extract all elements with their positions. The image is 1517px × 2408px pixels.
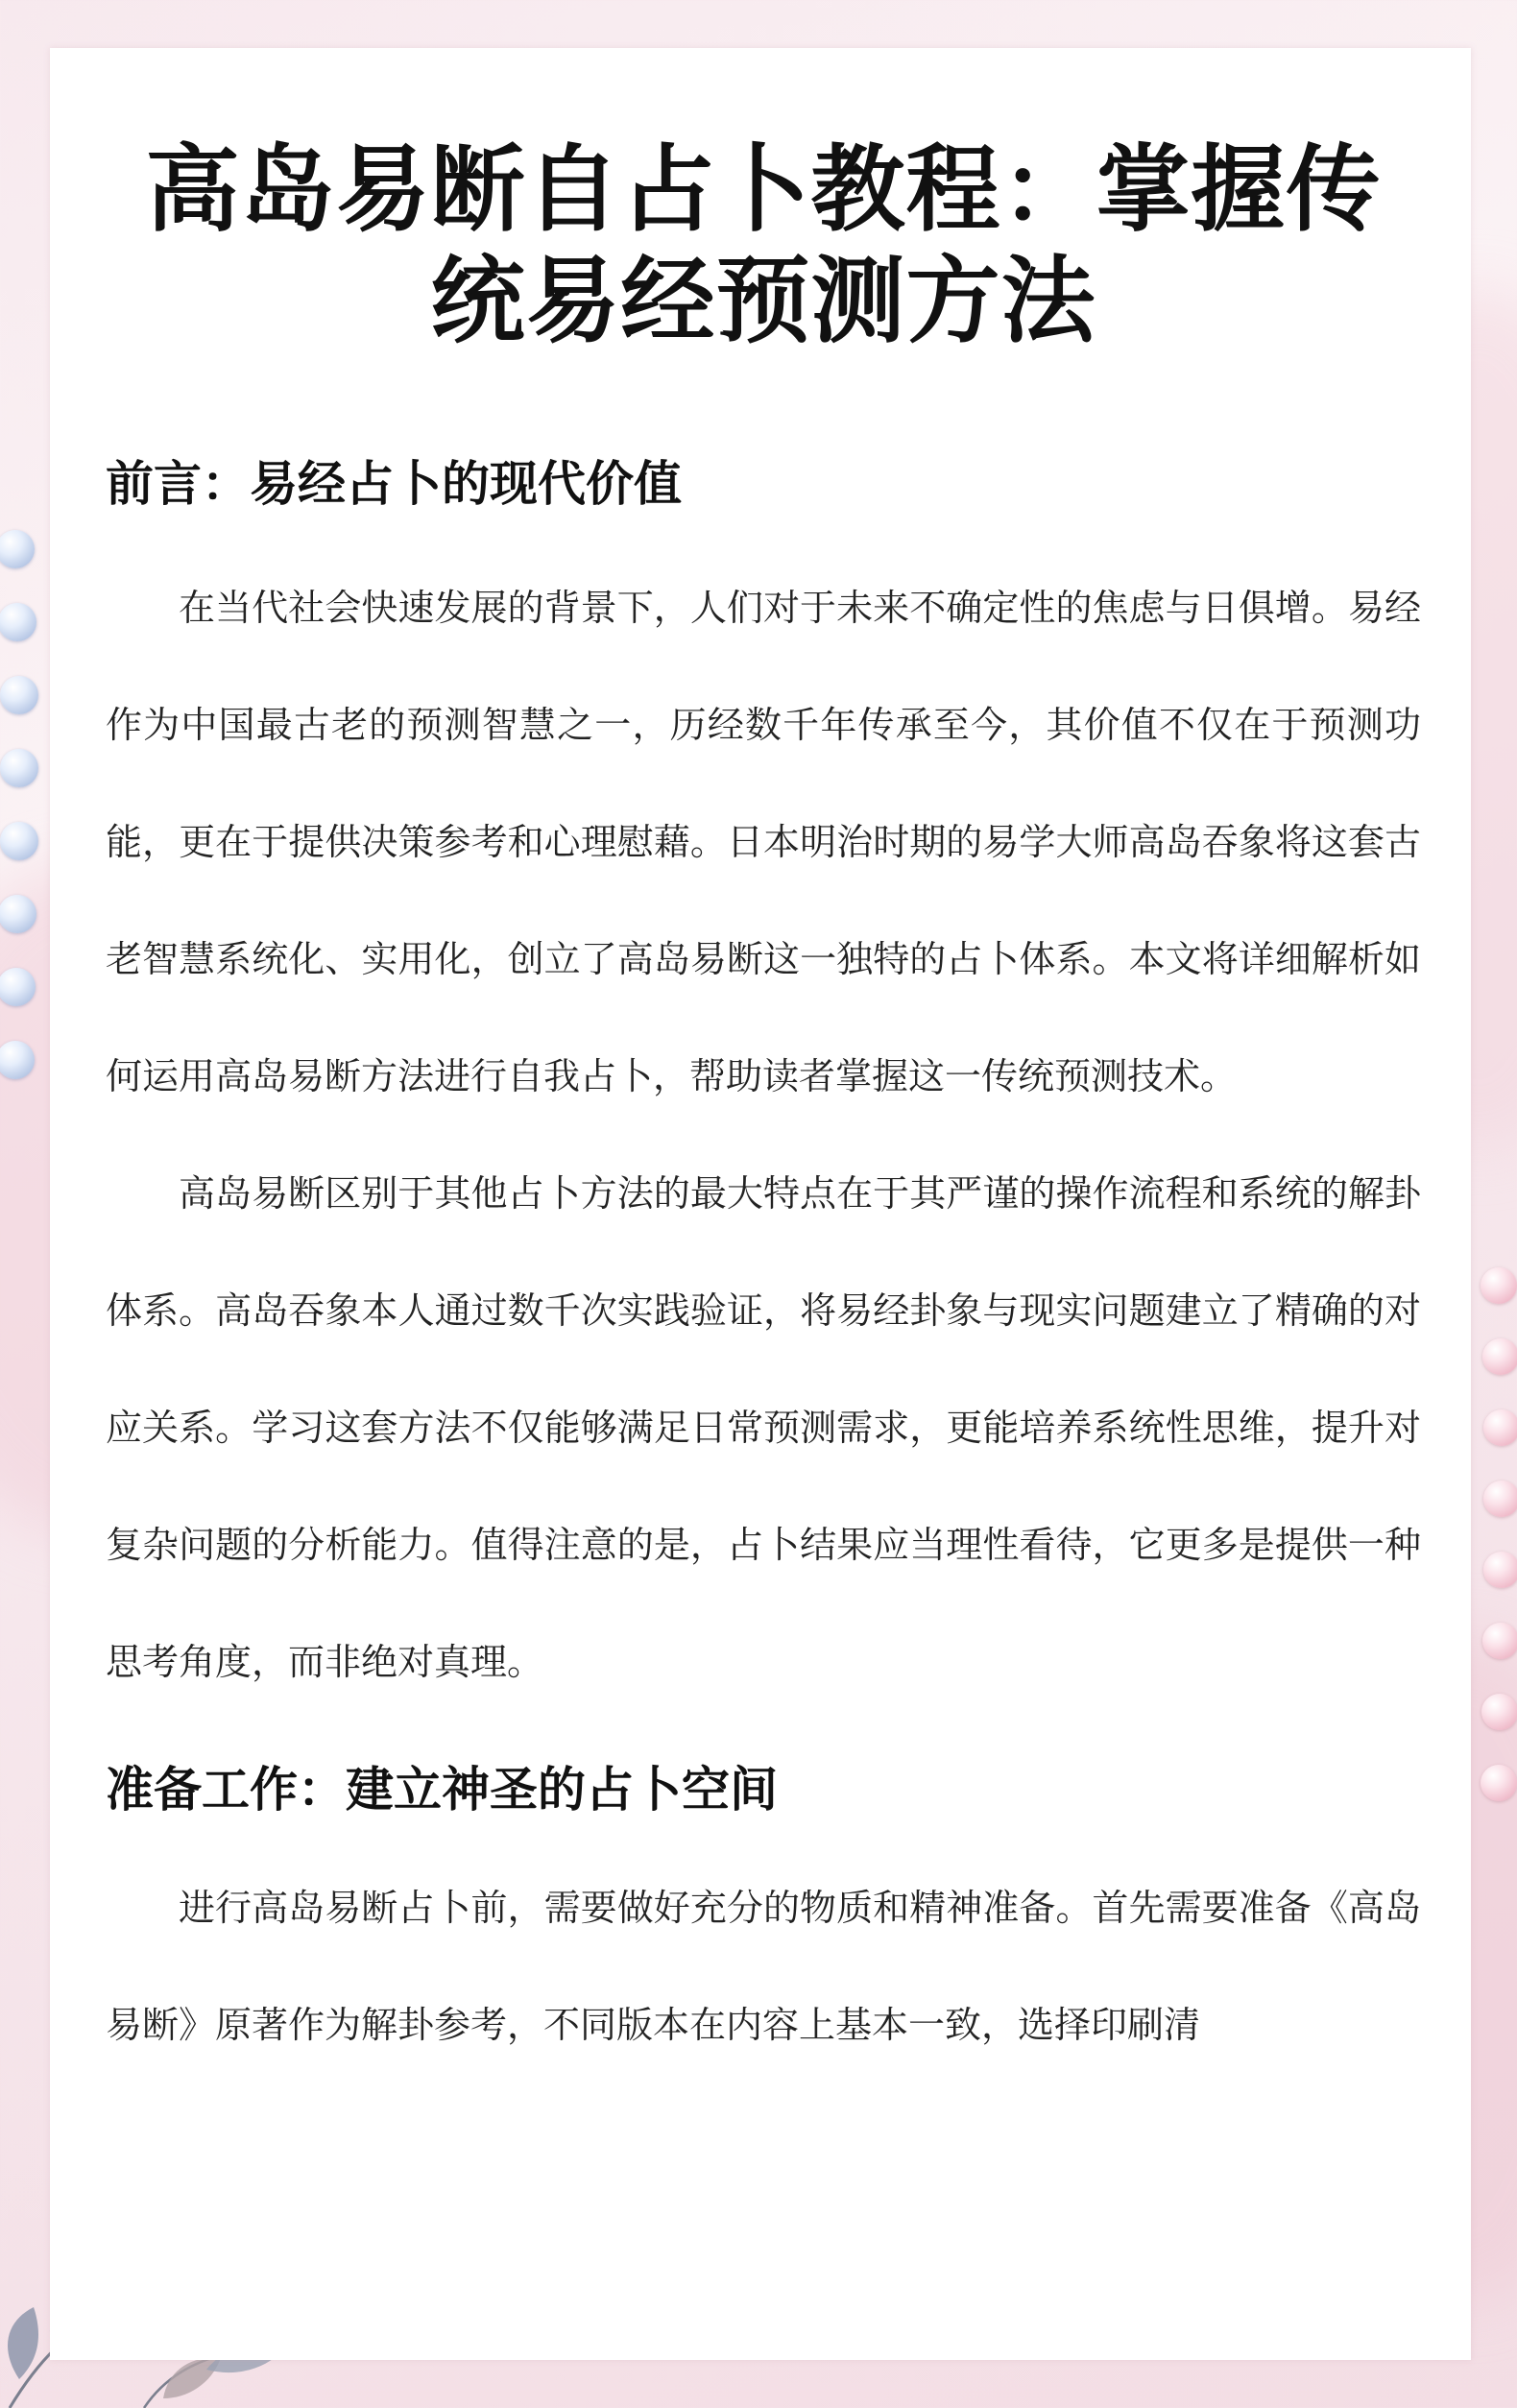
pearl-bead: [1481, 1694, 1517, 1730]
pearl-bead: [1483, 1552, 1517, 1588]
article-paper: [50, 48, 1471, 2360]
pearl-bead: [0, 676, 38, 714]
pearl-bead: [0, 822, 38, 860]
article-title: [106, 134, 1421, 357]
section-heading-preparation: 准备工作：建立神圣的占卜空间: [106, 1762, 778, 1818]
section-paragraph: 高岛易断区别于其他占卜方法的最大特点在于其严谨的操作流程和系统的解卦体系。高岛吞象本人通过数千次实践验证，将易经卦象与现实问题建立了精确的对应关系。学习这套方法不仅能够满足日常预测需求，更能培养系统性思维，提升对复杂问题的分析能力。值得注意的是，占卜结果应当理性看待，它更多是提供一种思考角度，而非绝对真理。: [106, 1172, 1421, 1683]
article-content: [106, 48, 1421, 2083]
article-title-line-2: 统易经预测方法: [430, 247, 1096, 356]
section-paragraph: 在当代社会快速发展的背景下，人们对于未来不确定性的焦虑与日俱增。易经作为中国最古老的预测智慧之一，历经数千年传承至今，其价值不仅在于预测功能，更在于提供决策参考和心理慰藉。日本明治时期的易学大师高岛吞象将这套古老智慧系统化、实用化，创立了高岛易断这一独特的占卜体系。本文将详细解析如何运用高岛易断方法进行自我占卜，帮助读者掌握这一传统预测技术。: [106, 587, 1421, 1097]
pearl-bead: [0, 603, 36, 641]
section-paragraph: 进行高岛易断占卜前，需要做好充分的物质和精神准备。首先需要准备《高岛易断》原著作为解卦参考，不同版本在内容上基本一致，选择印刷清: [106, 1887, 1421, 2046]
pearl-bead: [1483, 1409, 1517, 1446]
pearl-bead: [1483, 1481, 1517, 1517]
pearl-bead: [1482, 1338, 1517, 1375]
section-heading-preface: 前言：易经占卜的现代价值: [106, 456, 682, 512]
pearl-bead: [1481, 1267, 1517, 1304]
pearl-bead: [0, 530, 35, 568]
pearl-bead: [1482, 1623, 1517, 1659]
article-title-line-1: 高岛易断自占卜教程：掌握传: [145, 135, 1382, 245]
pearl-bead: [0, 749, 38, 787]
pearl-bead: [1481, 1765, 1517, 1801]
